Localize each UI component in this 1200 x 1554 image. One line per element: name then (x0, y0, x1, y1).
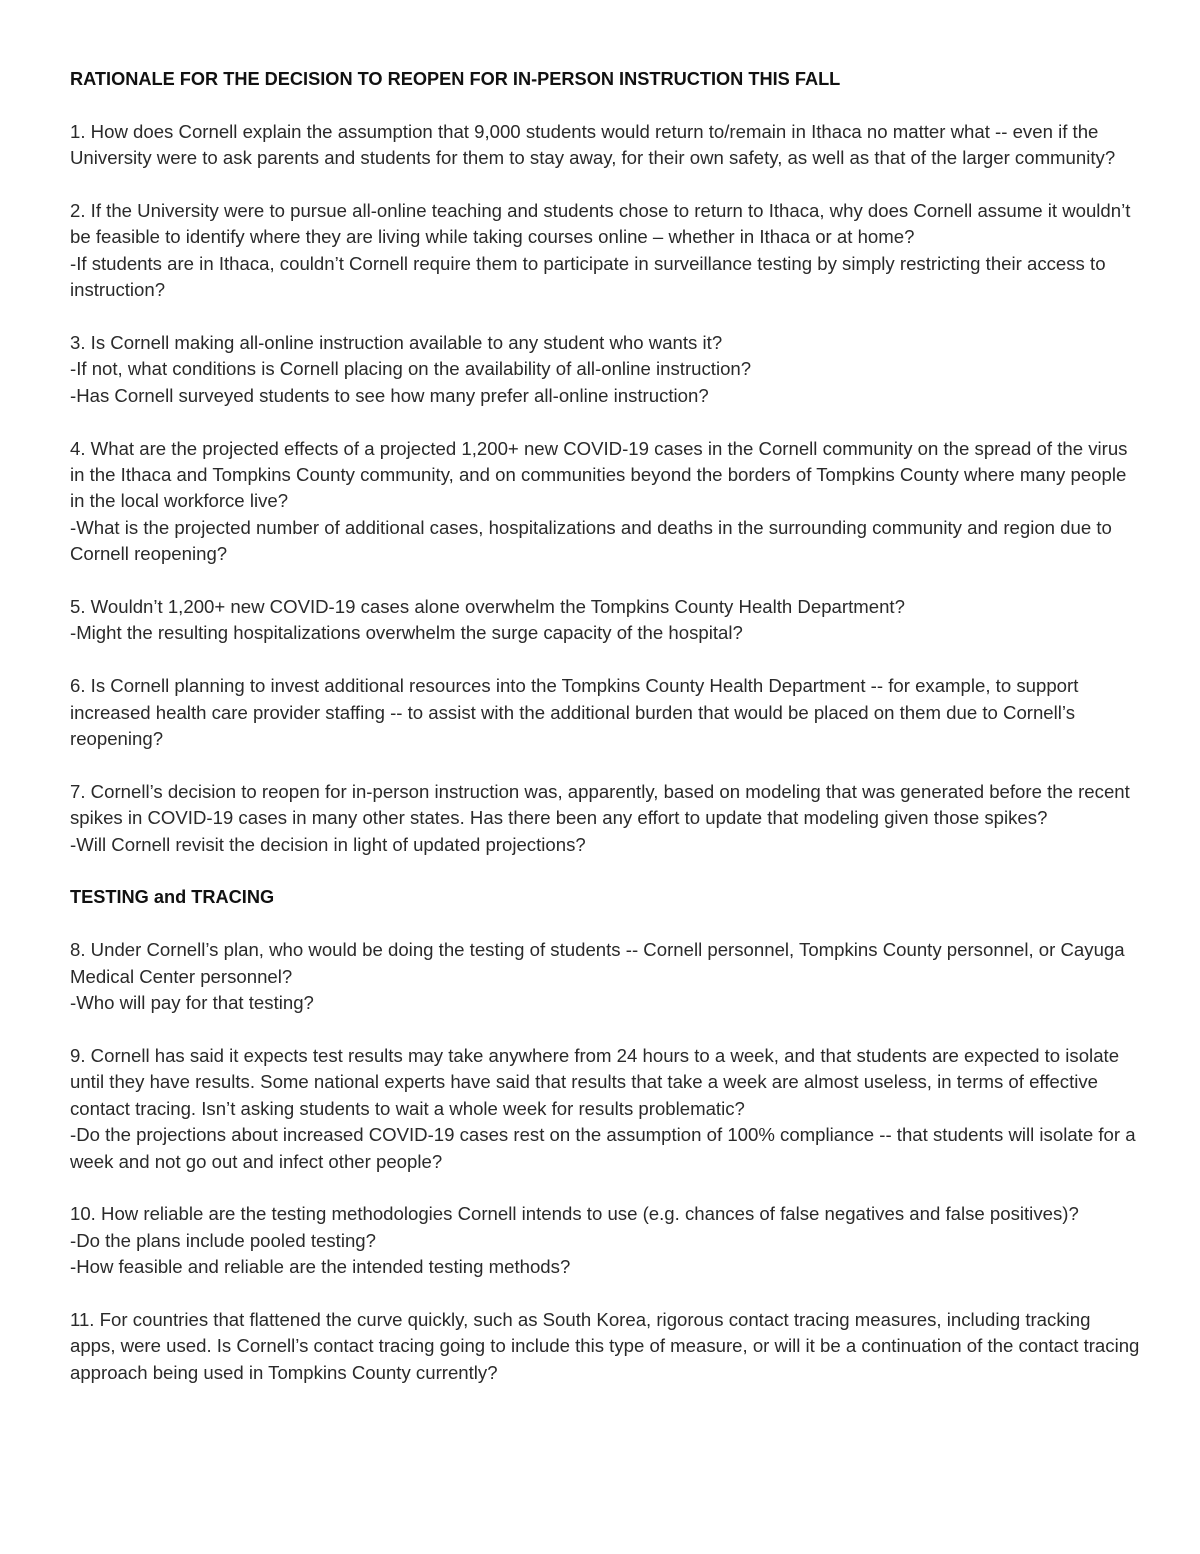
question-text: 7. Cornell’s decision to reopen for in-person instruction was, apparently, based on modeling that was generated before the recent spikes in COVID-19 cases in many other states. Has there been any effort to update that modeling given those spikes? (70, 780, 1130, 829)
question-text: 8. Under Cornell’s plan, who would be doing the testing of students -- Cornell personnel, Tompkins County personnel, or Cayuga Medical Center personnel? (70, 939, 1125, 987)
question-text: 4. What are the projected effects of a projected 1,200+ new COVID-19 cases in the Cornell community on the spread of the virus in the Ithaca and Tompkins County community, and on communities beyond the borders of Tompkins County where many people in the local workforce live? (70, 437, 1128, 512)
question-3 (70, 330, 1140, 409)
question-subpoint: -Do the projections about increased COVID-19 cases rest on the assumption of 100% compliance -- that students will isolate for a week and not go out and infect other people? (70, 1124, 1136, 1172)
question-1 (70, 119, 1140, 172)
section-heading-rationale: RATIONALE FOR THE DECISION TO REOPEN FOR IN-PERSON INSTRUCTION THIS FALL (70, 69, 841, 89)
question-text: 11. For countries that flattened the curve quickly, such as South Korea, rigorous contact tracing measures, including tracking apps, were used. Is Cornell’s contact tracing going to include this type of measure, or will it be a continuation of the contact tracing approach being used in Tompkins County currently? (70, 1308, 1140, 1383)
question-subpoint: -Who will pay for that testing? (70, 992, 314, 1014)
question-text: 5. Wouldn’t 1,200+ new COVID-19 cases alone overwhelm the Tompkins County Health Department? (70, 596, 905, 618)
question-9 (70, 1043, 1140, 1175)
question-subpoint: -How feasible and reliable are the intended testing methods? (70, 1256, 571, 1278)
question-text: 6. Is Cornell planning to invest additional resources into the Tompkins County Health Department -- for example, to support increased health care provider staffing -- to assist with the additional burden that would be placed on them due to Cornell’s reopening? (70, 675, 1079, 750)
document-page (70, 66, 1140, 1413)
question-6 (70, 673, 1140, 752)
question-subpoint: -What is the projected number of additional cases, hospitalizations and deaths in the surrounding community and region due to Cornell reopening? (70, 516, 1112, 565)
question-11 (70, 1307, 1140, 1386)
question-subpoint: -Do the plans include pooled testing? (70, 1229, 376, 1251)
question-8 (70, 937, 1140, 1016)
question-subpoint: -If students are in Ithaca, couldn’t Cornell require them to participate in surveillance testing by simply restricting their access to instruction? (70, 252, 1106, 301)
section-heading-testing: TESTING and TRACING (70, 887, 275, 908)
question-text: 9. Cornell has said it expects test results may take anywhere from 24 hours to a week, and that students are expected to isolate until they have results. Some national experts have said that results that take a week are almost useless, in terms of effective contact tracing. Isn’t asking students to wait a whole week for results problematic? (70, 1044, 1120, 1119)
question-text: 1. How does Cornell explain the assumption that 9,000 students would return to/remain in Ithaca no matter what -- even if the University were to ask parents and students for them to stay away, for their own safety, as well as that of the larger community? (70, 120, 1116, 169)
question-subpoint: -Might the resulting hospitalizations overwhelm the surge capacity of the hospital? (70, 622, 743, 644)
question-subpoint: -If not, what conditions is Cornell placing on the availability of all-online instruction? (70, 358, 752, 380)
question-7 (70, 779, 1140, 858)
question-text: 10. How reliable are the testing methodologies Cornell intends to use (e.g. chances of false negatives and false positives)? (70, 1203, 1079, 1225)
question-4 (70, 436, 1140, 568)
question-text: 3. Is Cornell making all-online instruction available to any student who wants it? (70, 332, 723, 354)
question-subpoint: -Will Cornell revisit the decision in light of updated projections? (70, 833, 586, 855)
question-10 (70, 1201, 1140, 1280)
question-subpoint: -Has Cornell surveyed students to see how many prefer all-online instruction? (70, 384, 709, 406)
question-2 (70, 198, 1140, 304)
question-text: 2. If the University were to pursue all-online teaching and students chose to return to Ithaca, why does Cornell assume it wouldn’t be feasible to identify where they are living while taking courses online – whether in Ithaca or at home? (70, 200, 1131, 248)
question-5 (70, 594, 1140, 647)
